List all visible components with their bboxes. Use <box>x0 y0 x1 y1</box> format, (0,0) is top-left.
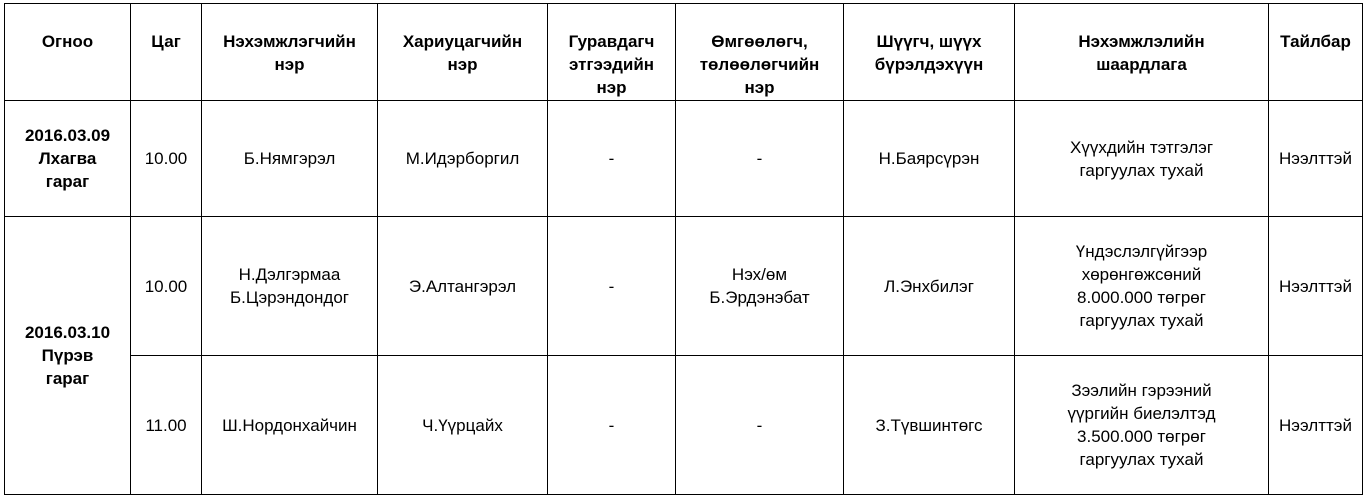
defendant-cell: М.Идэрборгил <box>378 101 548 217</box>
header-time: Цаг <box>131 4 202 101</box>
table-row <box>5 101 1363 217</box>
advocate-cell: Нэх/өм Б.Эрдэнэбат <box>676 217 844 356</box>
header-judge: Шүүгч, шүүх бүрэлдэхүүн <box>844 4 1015 101</box>
plaintiff-cell: Б.Нямгэрэл <box>202 101 378 217</box>
advocate-cell: - <box>676 101 844 217</box>
note-cell: Нээлттэй <box>1269 217 1363 356</box>
claim-cell: Үндэслэлгүйгээр хөрөнгөжсөний 8.000.000 төгрөг гаргуулах тухай <box>1015 217 1269 356</box>
judge-cell: З.Түвшинтөгс <box>844 356 1015 495</box>
header-date: Огноо <box>5 4 131 101</box>
plaintiff-cell: Ш.Нордонхайчин <box>202 356 378 495</box>
table-row <box>5 356 1363 495</box>
note-cell: Нээлттэй <box>1269 356 1363 495</box>
claim-cell: Хүүхдийн тэтгэлэг гаргуулах тухай <box>1015 101 1269 217</box>
time-cell: 11.00 <box>131 356 202 495</box>
header-advocate: Өмгөөлөгч, төлөөлөгчийн нэр <box>676 4 844 101</box>
date-cell: 2016.03.10 Пүрэв гараг <box>5 217 131 495</box>
note-cell: Нээлттэй <box>1269 101 1363 217</box>
time-cell: 10.00 <box>131 101 202 217</box>
header-plaintiff: Нэхэмжлэгчийн нэр <box>202 4 378 101</box>
third-party-cell: - <box>548 356 676 495</box>
judge-cell: Л.Энхбилэг <box>844 217 1015 356</box>
defendant-cell: Ч.Үүрцайх <box>378 356 548 495</box>
third-party-cell: - <box>548 217 676 356</box>
third-party-cell: - <box>548 101 676 217</box>
header-note: Тайлбар <box>1269 4 1363 101</box>
time-cell: 10.00 <box>131 217 202 356</box>
judge-cell: Н.Баярсүрэн <box>844 101 1015 217</box>
header-row <box>5 4 1363 101</box>
header-third-party: Гуравдагч этгээдийн нэр <box>548 4 676 101</box>
header-claim: Нэхэмжлэлийн шаардлага <box>1015 4 1269 101</box>
defendant-cell: Э.Алтангэрэл <box>378 217 548 356</box>
table-row <box>5 217 1363 356</box>
claim-cell: Зээлийн гэрээний үүргийн биелэлтэд 3.500.000 төгрөг гаргуулах тухай <box>1015 356 1269 495</box>
court-schedule-table <box>4 3 1363 495</box>
plaintiff-cell: Н.Дэлгэрмаа Б.Цэрэндондог <box>202 217 378 356</box>
header-defendant: Хариуцагчийн нэр <box>378 4 548 101</box>
advocate-cell: - <box>676 356 844 495</box>
date-cell: 2016.03.09 Лхагва гараг <box>5 101 131 217</box>
